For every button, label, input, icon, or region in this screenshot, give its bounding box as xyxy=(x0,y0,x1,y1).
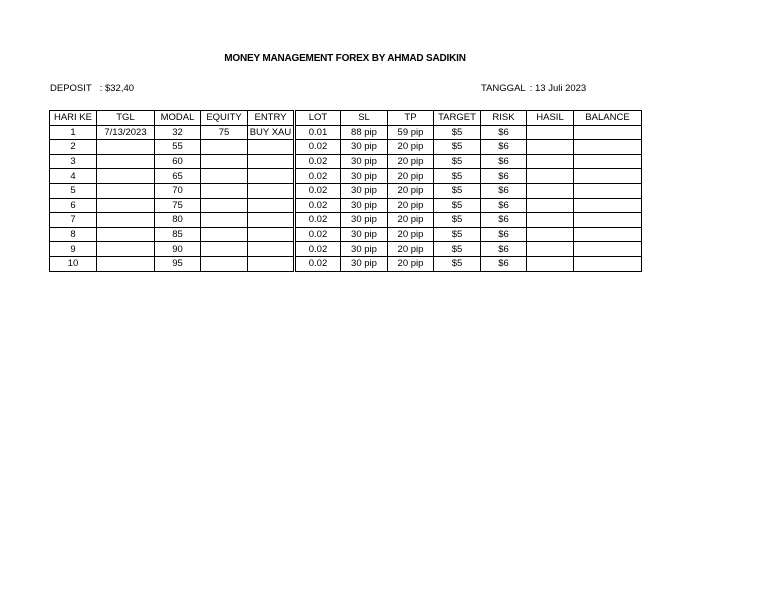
cell-modal: 90 xyxy=(155,242,201,257)
cell-hasil xyxy=(527,169,574,184)
cell-tp: 20 pip xyxy=(388,154,434,169)
cell-risk: $6 xyxy=(481,125,527,140)
table-row xyxy=(50,227,642,242)
cell-date: 7/13/2023 xyxy=(97,125,155,140)
table-row xyxy=(50,242,642,257)
cell-hasil xyxy=(527,154,574,169)
cell-balance xyxy=(574,256,642,271)
page-title: MONEY MANAGEMENT FOREX BY AHMAD SADIKIN xyxy=(224,53,466,64)
cell-tp: 20 pip xyxy=(388,227,434,242)
cell-modal: 95 xyxy=(155,256,201,271)
cell-sl: 30 pip xyxy=(341,154,388,169)
cell-risk: $6 xyxy=(481,227,527,242)
cell-balance xyxy=(574,183,642,198)
date-value: : 13 Juli 2023 xyxy=(529,83,587,94)
cell-tp: 20 pip xyxy=(388,140,434,155)
column-header-equity: EQUITY xyxy=(201,111,248,126)
cell-lot: 0.02 xyxy=(296,242,341,257)
cell-date xyxy=(97,256,155,271)
cell-risk: $6 xyxy=(481,140,527,155)
cell-risk: $6 xyxy=(481,242,527,257)
cell-lot: 0.02 xyxy=(296,140,341,155)
table-row xyxy=(50,256,642,271)
date-row xyxy=(481,83,586,94)
table-row xyxy=(50,213,642,228)
cell-hasil xyxy=(527,125,574,140)
column-header-date: TGL xyxy=(97,111,155,126)
deposit-label: DEPOSIT xyxy=(50,83,92,94)
cell-equity xyxy=(201,183,248,198)
cell-day: 9 xyxy=(50,242,97,257)
cell-balance xyxy=(574,198,642,213)
cell-risk: $6 xyxy=(481,154,527,169)
cell-sl: 30 pip xyxy=(341,256,388,271)
cell-sl: 30 pip xyxy=(341,140,388,155)
cell-hasil xyxy=(527,198,574,213)
cell-lot: 0.02 xyxy=(296,227,341,242)
cell-sl: 30 pip xyxy=(341,242,388,257)
cell-date xyxy=(97,154,155,169)
cell-sl: 30 pip xyxy=(341,169,388,184)
cell-tp: 20 pip xyxy=(388,242,434,257)
column-header-risk: RISK xyxy=(481,111,527,126)
cell-date xyxy=(97,198,155,213)
column-header-balance: BALANCE xyxy=(574,111,642,126)
cell-balance xyxy=(574,140,642,155)
cell-target: $5 xyxy=(434,154,481,169)
cell-risk: $6 xyxy=(481,169,527,184)
cell-lot: 0.02 xyxy=(296,183,341,198)
cell-day: 7 xyxy=(50,213,97,228)
date-label: TANGGAL xyxy=(481,83,526,94)
column-header-target: TARGET xyxy=(434,111,481,126)
cell-risk: $6 xyxy=(481,183,527,198)
cell-lot: 0.01 xyxy=(296,125,341,140)
cell-hasil xyxy=(527,140,574,155)
table-row xyxy=(50,198,642,213)
column-header-sl: SL xyxy=(341,111,388,126)
table-row xyxy=(50,183,642,198)
cell-modal: 70 xyxy=(155,183,201,198)
cell-day: 3 xyxy=(50,154,97,169)
cell-sl: 30 pip xyxy=(341,213,388,228)
cell-target: $5 xyxy=(434,183,481,198)
cell-modal: 75 xyxy=(155,198,201,213)
table-body xyxy=(50,125,642,271)
cell-entry xyxy=(248,227,294,242)
table-row xyxy=(50,169,642,184)
cell-balance xyxy=(574,154,642,169)
cell-date xyxy=(97,227,155,242)
cell-equity xyxy=(201,213,248,228)
cell-date xyxy=(97,213,155,228)
cell-target: $5 xyxy=(434,242,481,257)
cell-hasil xyxy=(527,213,574,228)
cell-entry: BUY XAU xyxy=(248,125,294,140)
cell-risk: $6 xyxy=(481,198,527,213)
cell-day: 1 xyxy=(50,125,97,140)
cell-tp: 20 pip xyxy=(388,213,434,228)
cell-risk: $6 xyxy=(481,256,527,271)
cell-modal: 60 xyxy=(155,154,201,169)
money-management-table xyxy=(49,110,642,272)
cell-equity xyxy=(201,198,248,213)
cell-target: $5 xyxy=(434,125,481,140)
cell-sl: 88 pip xyxy=(341,125,388,140)
column-header-hasil: HASIL xyxy=(527,111,574,126)
cell-modal: 80 xyxy=(155,213,201,228)
column-header-lot: LOT xyxy=(296,111,341,126)
cell-sl: 30 pip xyxy=(341,227,388,242)
cell-target: $5 xyxy=(434,213,481,228)
cell-day: 10 xyxy=(50,256,97,271)
cell-entry xyxy=(248,198,294,213)
cell-hasil xyxy=(527,227,574,242)
cell-target: $5 xyxy=(434,227,481,242)
cell-tp: 20 pip xyxy=(388,169,434,184)
table-row xyxy=(50,140,642,155)
cell-sl: 30 pip xyxy=(341,198,388,213)
column-header-tp: TP xyxy=(388,111,434,126)
cell-day: 5 xyxy=(50,183,97,198)
cell-balance xyxy=(574,242,642,257)
cell-hasil xyxy=(527,256,574,271)
column-header-modal: MODAL xyxy=(155,111,201,126)
cell-entry xyxy=(248,169,294,184)
cell-equity xyxy=(201,256,248,271)
cell-equity xyxy=(201,154,248,169)
cell-target: $5 xyxy=(434,169,481,184)
cell-date xyxy=(97,169,155,184)
cell-modal: 65 xyxy=(155,169,201,184)
cell-tp: 20 pip xyxy=(388,256,434,271)
cell-modal: 32 xyxy=(155,125,201,140)
cell-entry xyxy=(248,256,294,271)
cell-lot: 0.02 xyxy=(296,213,341,228)
cell-equity xyxy=(201,169,248,184)
cell-equity xyxy=(201,227,248,242)
cell-day: 2 xyxy=(50,140,97,155)
cell-tp: 20 pip xyxy=(388,183,434,198)
cell-tp: 59 pip xyxy=(388,125,434,140)
cell-modal: 55 xyxy=(155,140,201,155)
cell-equity xyxy=(201,242,248,257)
cell-sl: 30 pip xyxy=(341,183,388,198)
deposit-value: : $32,40 xyxy=(99,83,135,94)
cell-risk: $6 xyxy=(481,213,527,228)
cell-entry xyxy=(248,213,294,228)
cell-lot: 0.02 xyxy=(296,198,341,213)
cell-day: 8 xyxy=(50,227,97,242)
cell-date xyxy=(97,140,155,155)
cell-entry xyxy=(248,154,294,169)
table-row xyxy=(50,154,642,169)
cell-date xyxy=(97,183,155,198)
cell-entry xyxy=(248,183,294,198)
cell-balance xyxy=(574,213,642,228)
cell-modal: 85 xyxy=(155,227,201,242)
cell-lot: 0.02 xyxy=(296,256,341,271)
cell-target: $5 xyxy=(434,198,481,213)
cell-equity: 75 xyxy=(201,125,248,140)
cell-equity xyxy=(201,140,248,155)
cell-date xyxy=(97,242,155,257)
cell-lot: 0.02 xyxy=(296,154,341,169)
column-header-entry: ENTRY xyxy=(248,111,294,126)
cell-balance xyxy=(574,227,642,242)
cell-day: 4 xyxy=(50,169,97,184)
cell-entry xyxy=(248,242,294,257)
cell-target: $5 xyxy=(434,256,481,271)
deposit-row xyxy=(50,83,134,94)
table-header-row xyxy=(50,111,642,126)
table-row xyxy=(50,125,642,140)
cell-target: $5 xyxy=(434,140,481,155)
column-header-day: HARI KE xyxy=(50,111,97,126)
cell-balance xyxy=(574,125,642,140)
cell-day: 6 xyxy=(50,198,97,213)
cell-hasil xyxy=(527,242,574,257)
cell-entry xyxy=(248,140,294,155)
cell-balance xyxy=(574,169,642,184)
cell-tp: 20 pip xyxy=(388,198,434,213)
cell-lot: 0.02 xyxy=(296,169,341,184)
cell-hasil xyxy=(527,183,574,198)
